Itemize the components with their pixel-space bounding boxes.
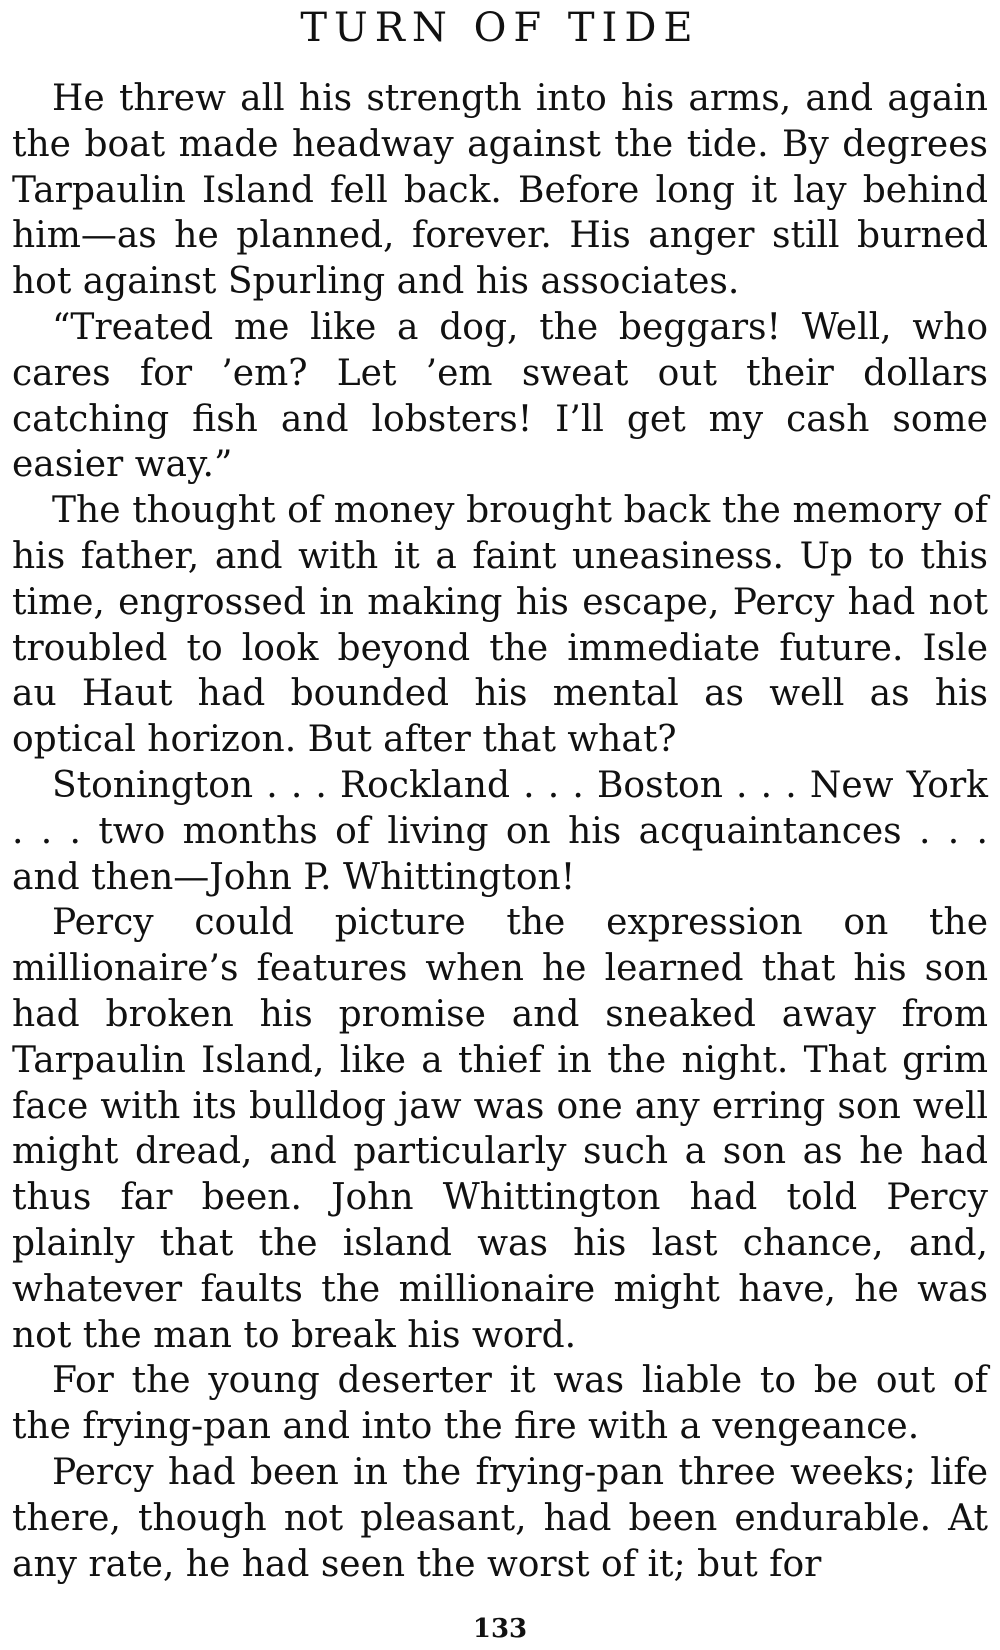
book-page <box>12 0 988 1650</box>
paragraph: For the young deserter it was liable to be out of the frying-pan and into the fire with a vengeance. <box>12 1360 988 1448</box>
paragraph: “Treated me like a dog, the beggars! Well, who cares for ’em? Let ’em sweat out their dollars catching fish and lobsters! I’ll get my cash some easier way.” <box>12 306 988 486</box>
paragraph: The thought of money brought back the memory of his father, and with it a faint uneasiness. Up to this time, engrossed in making his escape, Percy had not troubled to look beyond the immediate future. Isle au Haut had bounded his mental as well as his optical horizon. But after that what? <box>12 490 988 761</box>
running-head: TURN OF TIDE <box>300 5 700 51</box>
body-text <box>12 76 988 1587</box>
paragraph: Percy could picture the expression on the millionaire’s features when he learned that his son had broken his promise and sneaked away from Tarpaulin Island, like a thief in the night. That grim face with its bulldog jaw was one any erring son well might dread, and particularly such a son as he had thus far been. John Whittington had told Percy plainly that the island was his last chance, and, whatever faults the millionaire might have, he was not the man to break his word. <box>12 902 988 1356</box>
page-number: 133 <box>472 1614 528 1644</box>
paragraph: Percy had been in the frying-pan three weeks; life there, though not pleasant, had been endurable. At any rate, he had seen the worst of it; but for <box>12 1451 988 1585</box>
paragraph: Stonington . . . Rockland . . . Boston . . . New York . . . two months of living on his acquaintances . . . and then—John P. Whittington! <box>12 764 988 898</box>
paragraph: He threw all his strength into his arms, and again the boat made headway against the tide. By degrees Tarpaulin Island fell back. Before long it lay behind him—as he planned, forever. His anger still burned hot against Spurling and his associates. <box>12 78 988 303</box>
